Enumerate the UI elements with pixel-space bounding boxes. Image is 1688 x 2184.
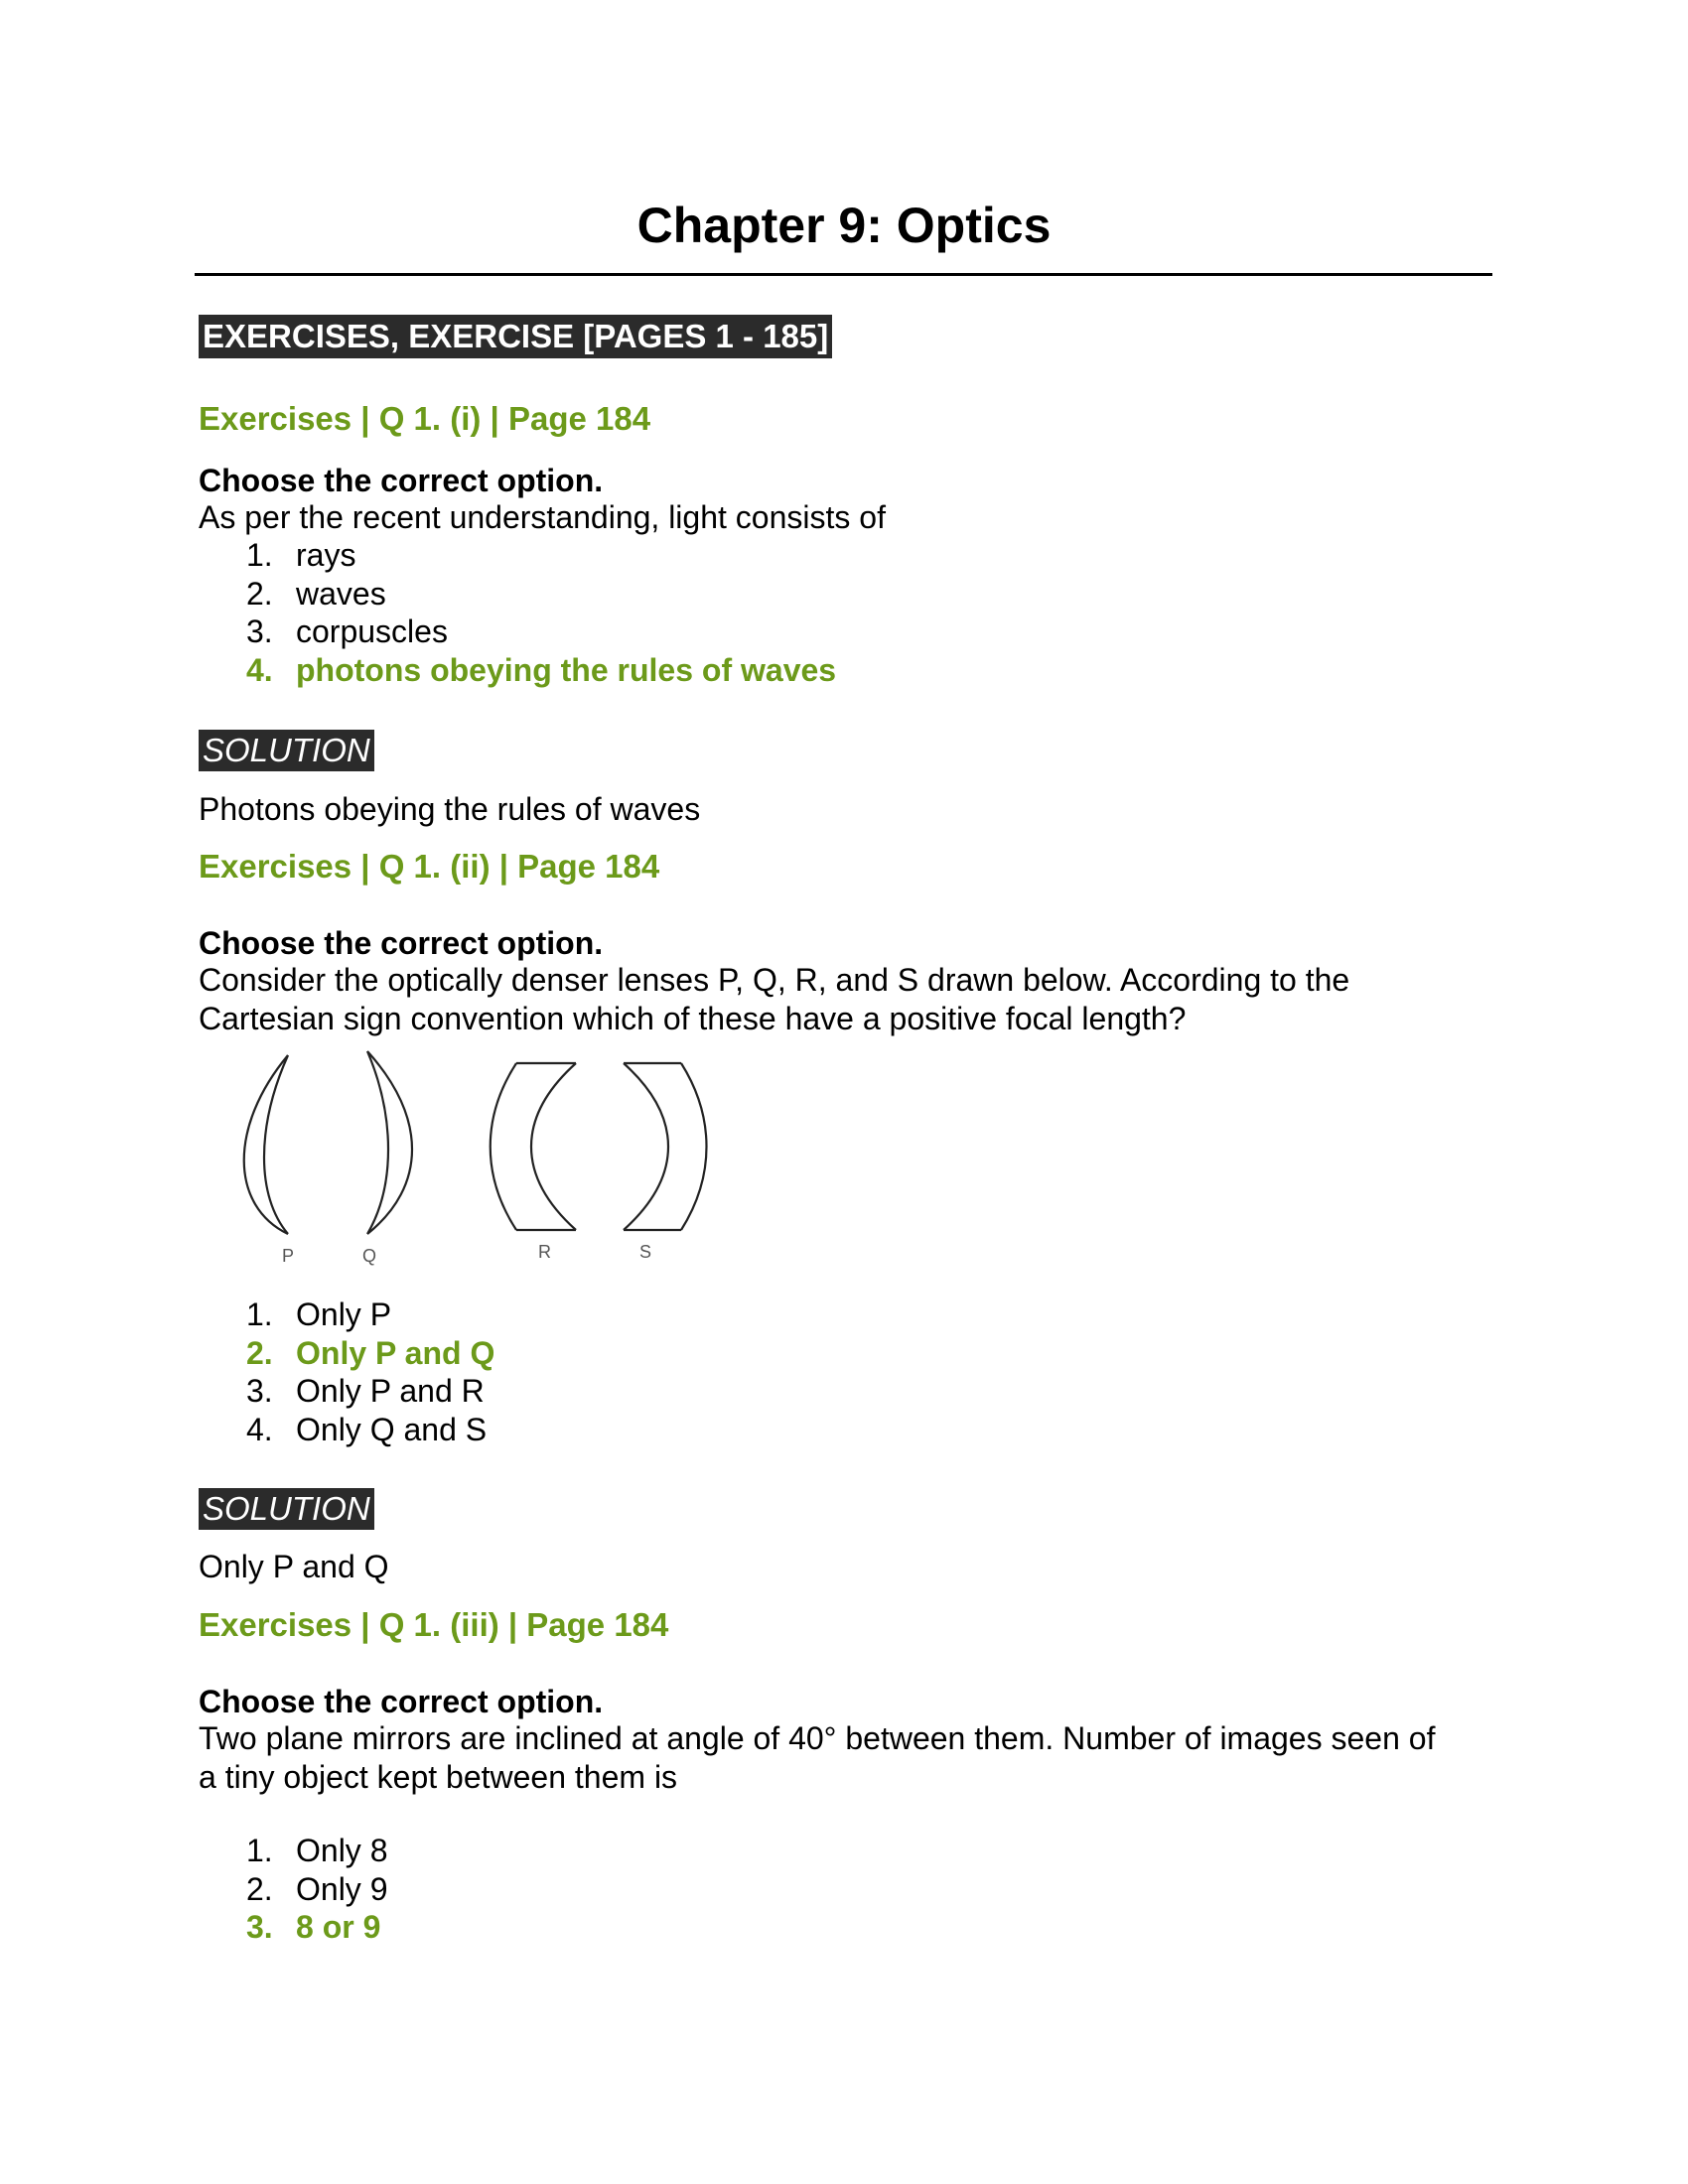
option-item bbox=[246, 1870, 387, 1909]
option-number: 2. bbox=[246, 575, 273, 612]
question-prompt-1-ii: Choose the correct option. bbox=[199, 925, 604, 961]
option-number: 3. bbox=[246, 1909, 273, 1945]
option-item-correct bbox=[246, 1334, 494, 1373]
solution-text-1-i: Photons obeying the rules of waves bbox=[199, 791, 701, 827]
option-item bbox=[246, 1372, 494, 1411]
chapter-title: Chapter 9: Optics bbox=[636, 198, 1052, 253]
question-stem-1-iii bbox=[199, 1719, 1499, 1797]
option-number: 1. bbox=[246, 1297, 273, 1332]
option-text: photons obeying the rules of waves bbox=[296, 651, 837, 688]
lens-label-q: Q bbox=[362, 1246, 377, 1266]
question-heading-1-iii: Exercises | Q 1. (iii) | Page 184 bbox=[199, 1606, 669, 1643]
question-stem-1-ii bbox=[199, 961, 1499, 1038]
section-label: EXERCISES, EXERCISE [PAGES 1 - 185] bbox=[199, 315, 832, 358]
option-number: 3. bbox=[246, 1373, 273, 1409]
option-item bbox=[246, 575, 836, 614]
option-number: 4. bbox=[246, 651, 273, 688]
lens-label-p: P bbox=[282, 1246, 295, 1266]
question-heading-1-i: Exercises | Q 1. (i) | Page 184 bbox=[199, 400, 651, 437]
question-stem-1-i bbox=[199, 498, 1499, 537]
lens-label-r: R bbox=[538, 1242, 551, 1262]
question-stem-line: a tiny object kept between them is bbox=[199, 1759, 678, 1795]
lens-s bbox=[624, 1063, 707, 1230]
question-prompt-1-iii: Choose the correct option. bbox=[199, 1684, 604, 1719]
option-text: Only 9 bbox=[296, 1870, 388, 1907]
lens-p bbox=[244, 1055, 288, 1234]
option-number: 4. bbox=[246, 1411, 273, 1447]
option-item bbox=[246, 613, 836, 651]
lens-label-s: S bbox=[639, 1242, 652, 1262]
lens-q bbox=[367, 1051, 412, 1234]
option-text: Only 8 bbox=[296, 1833, 388, 1868]
question-prompt-1-i: Choose the correct option. bbox=[199, 463, 604, 498]
option-number: 1. bbox=[246, 1833, 273, 1868]
option-text: Only P and R bbox=[296, 1373, 485, 1409]
option-text: Only P bbox=[296, 1297, 392, 1332]
option-list-1-ii bbox=[246, 1296, 494, 1448]
solution-label-1-ii: SOLUTION bbox=[199, 1488, 374, 1530]
option-item bbox=[246, 536, 836, 575]
question-heading-1-ii: Exercises | Q 1. (ii) | Page 184 bbox=[199, 848, 660, 885]
option-number: 2. bbox=[246, 1870, 273, 1907]
option-number: 1. bbox=[246, 537, 273, 573]
option-text: waves bbox=[296, 575, 386, 612]
solution-label-1-i: SOLUTION bbox=[199, 730, 374, 771]
option-number: 2. bbox=[246, 1334, 273, 1371]
option-item bbox=[246, 1411, 494, 1449]
question-stem-line: As per the recent understanding, light consists of bbox=[199, 499, 886, 535]
option-text: rays bbox=[296, 537, 356, 573]
option-list-1-iii bbox=[246, 1832, 387, 1947]
option-text: Only Q and S bbox=[296, 1411, 488, 1447]
option-number: 3. bbox=[246, 614, 273, 649]
question-stem-line: Two plane mirrors are inclined at angle of 40° between them. Number of images seen of bbox=[199, 1720, 1436, 1756]
option-item bbox=[246, 1832, 387, 1870]
option-list-1-i bbox=[246, 536, 836, 689]
option-text: Only P and Q bbox=[296, 1334, 495, 1371]
question-stem-line: Consider the optically denser lenses P, Q, R, and S drawn below. According to the bbox=[199, 962, 1350, 998]
lens-r bbox=[491, 1063, 576, 1230]
solution-text-1-ii: Only P and Q bbox=[199, 1549, 389, 1584]
lens-diagram bbox=[218, 1037, 735, 1276]
option-text: 8 or 9 bbox=[296, 1909, 381, 1945]
option-text: corpuscles bbox=[296, 614, 448, 649]
option-item-correct bbox=[246, 651, 836, 690]
option-item-correct bbox=[246, 1908, 387, 1947]
title-divider bbox=[195, 273, 1492, 276]
question-stem-line: Cartesian sign convention which of these have a positive focal length? bbox=[199, 1001, 1187, 1036]
option-item bbox=[246, 1296, 494, 1334]
